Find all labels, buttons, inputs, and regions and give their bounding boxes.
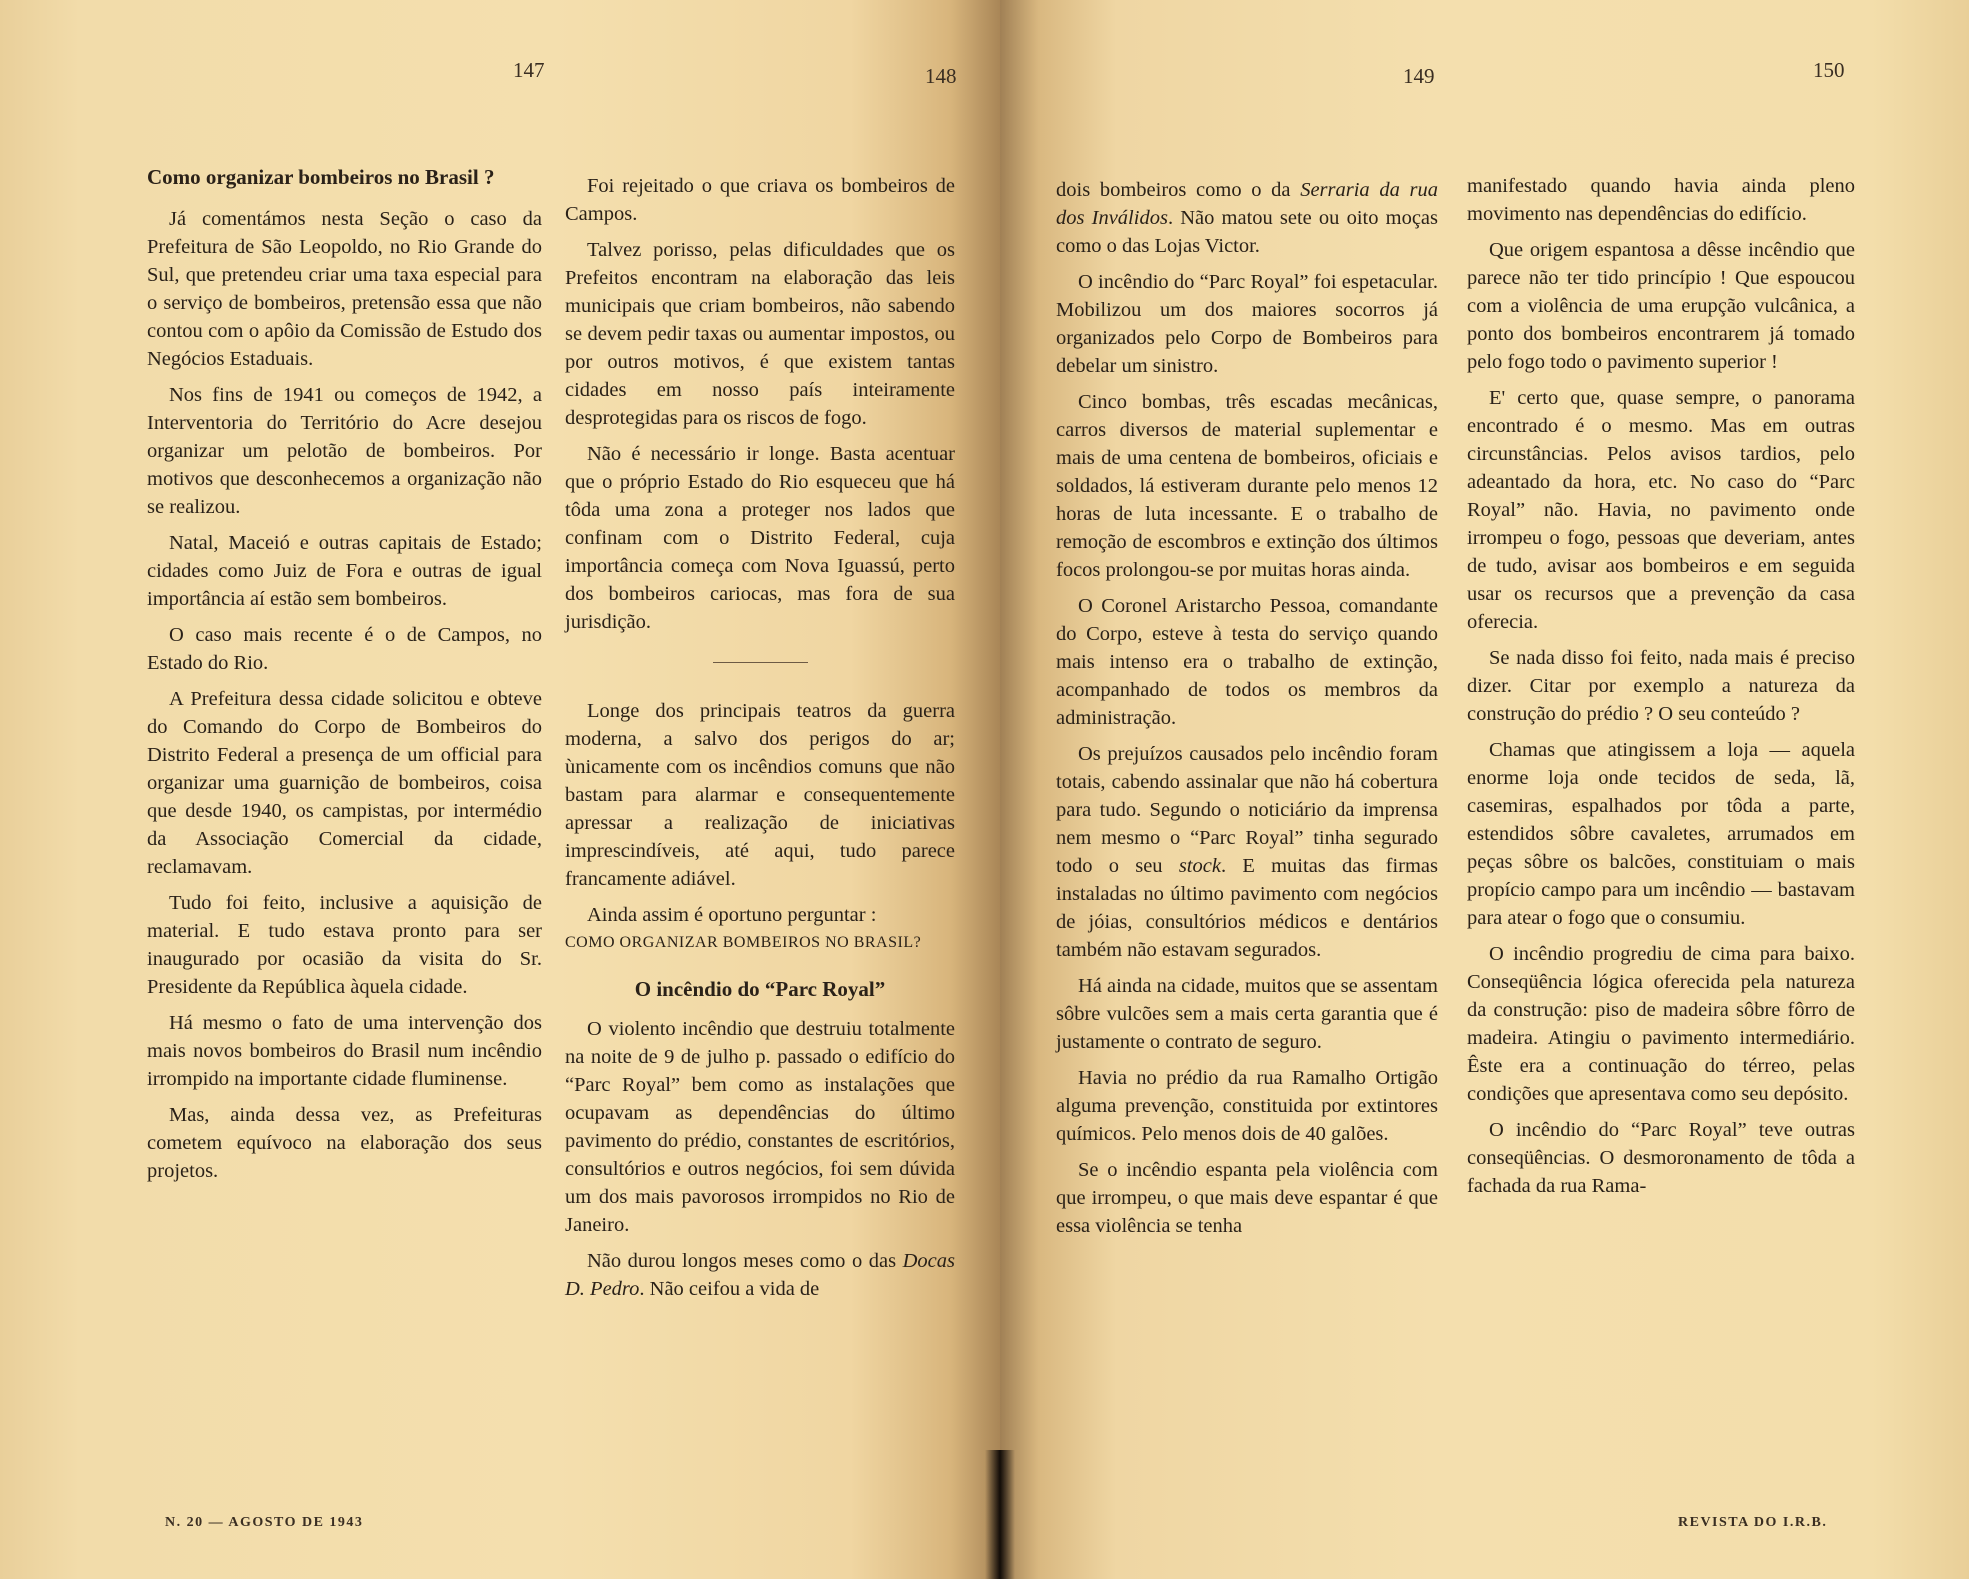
- section-subheading: O incêndio do “Parc Royal”: [634, 977, 886, 1001]
- paragraph: Foi rejeitado o que criava os bombeiros de Campos.: [565, 175, 955, 225]
- paragraph: Que origem espantosa a dêsse incêndio que parece não ter tido princípio ! Que espoucou com a violência de uma erupção vulcânica, a ponto dos bombeiros encontrarem já tomado pelo fogo todo o pavimento superior !: [1467, 239, 1855, 373]
- question-line: COMO ORGANIZAR BOMBEIROS NO BRASIL?: [565, 934, 922, 951]
- text-run: . Não matou sete ou oito moças como o das Lojas Victor.: [1056, 207, 1438, 257]
- paragraph: manifestado quando havia ainda pleno movimento nas dependências do edifício.: [1467, 175, 1855, 225]
- paragraph: O incêndio do “Parc Royal” foi espetacular. Mobilizou um dos maiores socorros já organizados pelo Corpo de Bombeiros para debelar um sinistro.: [1056, 271, 1438, 377]
- column-page-147: [147, 163, 542, 1193]
- text-run: Os prejuízos causados pelo incêndio foram totais, cabendo assinalar que não há cobertura para tudo. Segundo o noticiário da imprensa nem mesmo o “Parc Royal” tinha segurado todo o seu: [1056, 743, 1438, 877]
- page-number-147: 147: [513, 58, 545, 82]
- paragraph: Longe dos principais teatros da guerra moderna, a salvo dos perigos do ar; ùnicamente com os incêndios comuns que não bastam para alarmar e consequentemente apressar a realização de iniciativas imprescindíveis, até aqui, tudo parece francamente adiável.: [565, 700, 955, 890]
- paragraph: O incêndio progrediu de cima para baixo. Conseqüência lógica oferecida pela natureza da construção: piso de madeira sôbre fôrro de madeira. Atingiu o pavimento intermediário. Êste era a continuação do térreo, pelas condições que apresentava como seu depósito.: [1467, 943, 1855, 1105]
- paragraph: O Coronel Aristarcho Pessoa, comandante do Corpo, esteve à testa do serviço quando mais intenso era o trabalho de extinção, acompanhado de todos os membros da administração.: [1056, 595, 1438, 729]
- paragraph: Havia no prédio da rua Ramalho Ortigão alguma prevenção, constituida por extintores químicos. Pelo menos dois de 40 galões.: [1056, 1067, 1438, 1145]
- paragraph: [1056, 740, 1438, 964]
- paragraph: Nos fins de 1941 ou começos de 1942, a Interventoria do Território do Acre desejou organizar um pelotão de bombeiros. Por motivos que desconhecemos a organização não se realizou.: [147, 384, 542, 518]
- paragraph: [1056, 176, 1438, 260]
- paragraph: Se o incêndio espanta pela violência com que irrompeu, o que mais deve espantar é que essa violência se tenha: [1056, 1159, 1438, 1237]
- text-run: . Não ceifou a vida de: [639, 1278, 820, 1300]
- paragraph: E' certo que, quase sempre, o panorama encontrado é o mesmo. Mas em outras circunstâncias. Pelos avisos tardios, pelo adeantado da hora, etc. No caso do “Parc Royal” não. Havia, no pavimento onde irrompeu o fogo, pessoas que deveriam, antes de tudo, avisar aos bombeiros e em seguida usar os recursos que a prevenção da casa oferecia.: [1467, 387, 1855, 633]
- italic-text: Serraria da rua dos Inválidos: [1056, 179, 1438, 229]
- footer-right: REVISTA DO I.R.B.: [1678, 1515, 1828, 1530]
- paragraph: Chamas que atingissem a loja — aquela enorme loja onde tecidos de seda, lã, casemiras, espalhados por tôda a parte, estendidos sôbre cavaletes, arrumados em peças sôbre os balcões, constituiam o mais propício campo para um incêndio — bastavam para atear o fogo que o consumiu.: [1467, 739, 1855, 929]
- page-number-148: 148: [925, 64, 957, 88]
- paragraph: Natal, Maceió e outras capitais de Estado; cidades como Juiz de Fora e outras de igual importância aí estão sem bombeiros.: [147, 532, 542, 610]
- paragraph: Não é necessário ir longe. Basta acentuar que o próprio Estado do Rio esqueceu que há tôda uma zona a proteger nos lados que confinam com o Distrito Federal, cuja importância começa com Nova Iguassú, perto dos bombeiros cariocas, mas fora de sua jurisdição.: [565, 443, 955, 633]
- right-page: [1000, 0, 1969, 1579]
- book-gutter: [985, 1450, 1015, 1579]
- column-page-150: [1467, 172, 1855, 1208]
- page-number-149: 149: [1403, 64, 1435, 88]
- paragraph: A Prefeitura dessa cidade solicitou e obteve do Comando do Corpo de Bombeiros do Distrito Federal a presença de um official para organizar uma guarnição de bombeiros, coisa que desde 1940, os campistas, por intermédio da Associação Comercial da cidade, reclamavam.: [147, 688, 542, 878]
- paragraph: O incêndio do “Parc Royal” teve outras conseqüências. O desmoronamento de tôda a fachada da rua Rama-: [1467, 1119, 1855, 1197]
- paragraph: Tudo foi feito, inclusive a aquisição de material. E tudo estava pronto para ser inaugurado por ocasião da visita do Sr. Presidente da República àquela cidade.: [147, 892, 542, 998]
- paragraph: Talvez porisso, pelas dificuldades que os Prefeitos encontram na elaboração das leis municipais que criam bombeiros, não sabendo se devem pedir taxas ou aumentar impostos, ou por outros motivos, é que existem tantas cidades em nosso país inteiramente desprotegidas para os riscos de fogo.: [565, 239, 955, 429]
- paragraph: Há mesmo o fato de uma intervenção dos mais novos bombeiros do Brasil num incêndio irrompido na importante cidade fluminense.: [147, 1012, 542, 1090]
- text-run: Não durou longos meses como o das: [587, 1250, 903, 1272]
- paragraph: Mas, ainda dessa vez, as Prefeituras cometem equívoco na elaboração dos seus projetos.: [147, 1104, 542, 1182]
- footer-left: N. 20 — AGOSTO DE 1943: [165, 1515, 364, 1530]
- paragraph: Ainda assim é oportuno perguntar :: [587, 904, 877, 926]
- paragraph: Se nada disso foi feito, nada mais é preciso dizer. Citar por exemplo a natureza da construção do prédio ? O seu conteúdo ?: [1467, 647, 1855, 725]
- italic-text: stock: [1178, 855, 1221, 877]
- paragraph: O violento incêndio que destruiu totalmente na noite de 9 de julho p. passado o edifício do “Parc Royal” bem como as instalações que ocupavam as dependências do último pavimento do prédio, constantes de escritórios, consultórios e outros negócios, foi sem dúvida um dos mais pavorosos irrompidos no Rio de Janeiro.: [565, 1018, 955, 1236]
- paragraph: Há ainda na cidade, muitos que se assentam sôbre vulcões sem a mais certa garantia que é justamente o contrato de seguro.: [1056, 975, 1438, 1053]
- paragraph: O caso mais recente é o de Campos, no Estado do Rio.: [147, 624, 542, 674]
- text-run: dois bombeiros como o da: [1056, 179, 1301, 201]
- column-page-149: [1056, 176, 1438, 1248]
- paragraph: [565, 1247, 955, 1303]
- text-run: . E muitas das firmas instaladas no último pavimento com negócios de jóias, consultórios médicos e dentários também não estavam segurados.: [1056, 855, 1438, 961]
- page-number-150: 150: [1813, 58, 1845, 82]
- paragraph: Já comentámos nesta Seção o caso da Prefeitura de São Leopoldo, no Rio Grande do Sul, que pretendeu criar uma taxa especial para o serviço de bombeiros, pretensão essa que não contou com o apôio da Comissão de Estudo dos Negócios Estaduais.: [147, 208, 542, 370]
- column-page-148: [565, 172, 955, 1311]
- article-heading: Como organizar bombeiros no Brasil ?: [147, 165, 495, 189]
- italic-text: Docas D. Pedro: [565, 1250, 955, 1300]
- section-divider: [713, 662, 808, 663]
- paragraph: Cinco bombas, três escadas mecânicas, carros diversos de material suplementar e mais de uma centena de bombeiros, oficiais e soldados, lá estiveram durante pelo menos 12 horas de luta incessante. E o trabalho de remoção de escombros e extinção dos últimos focos prolongou-se por muitas horas ainda.: [1056, 391, 1438, 581]
